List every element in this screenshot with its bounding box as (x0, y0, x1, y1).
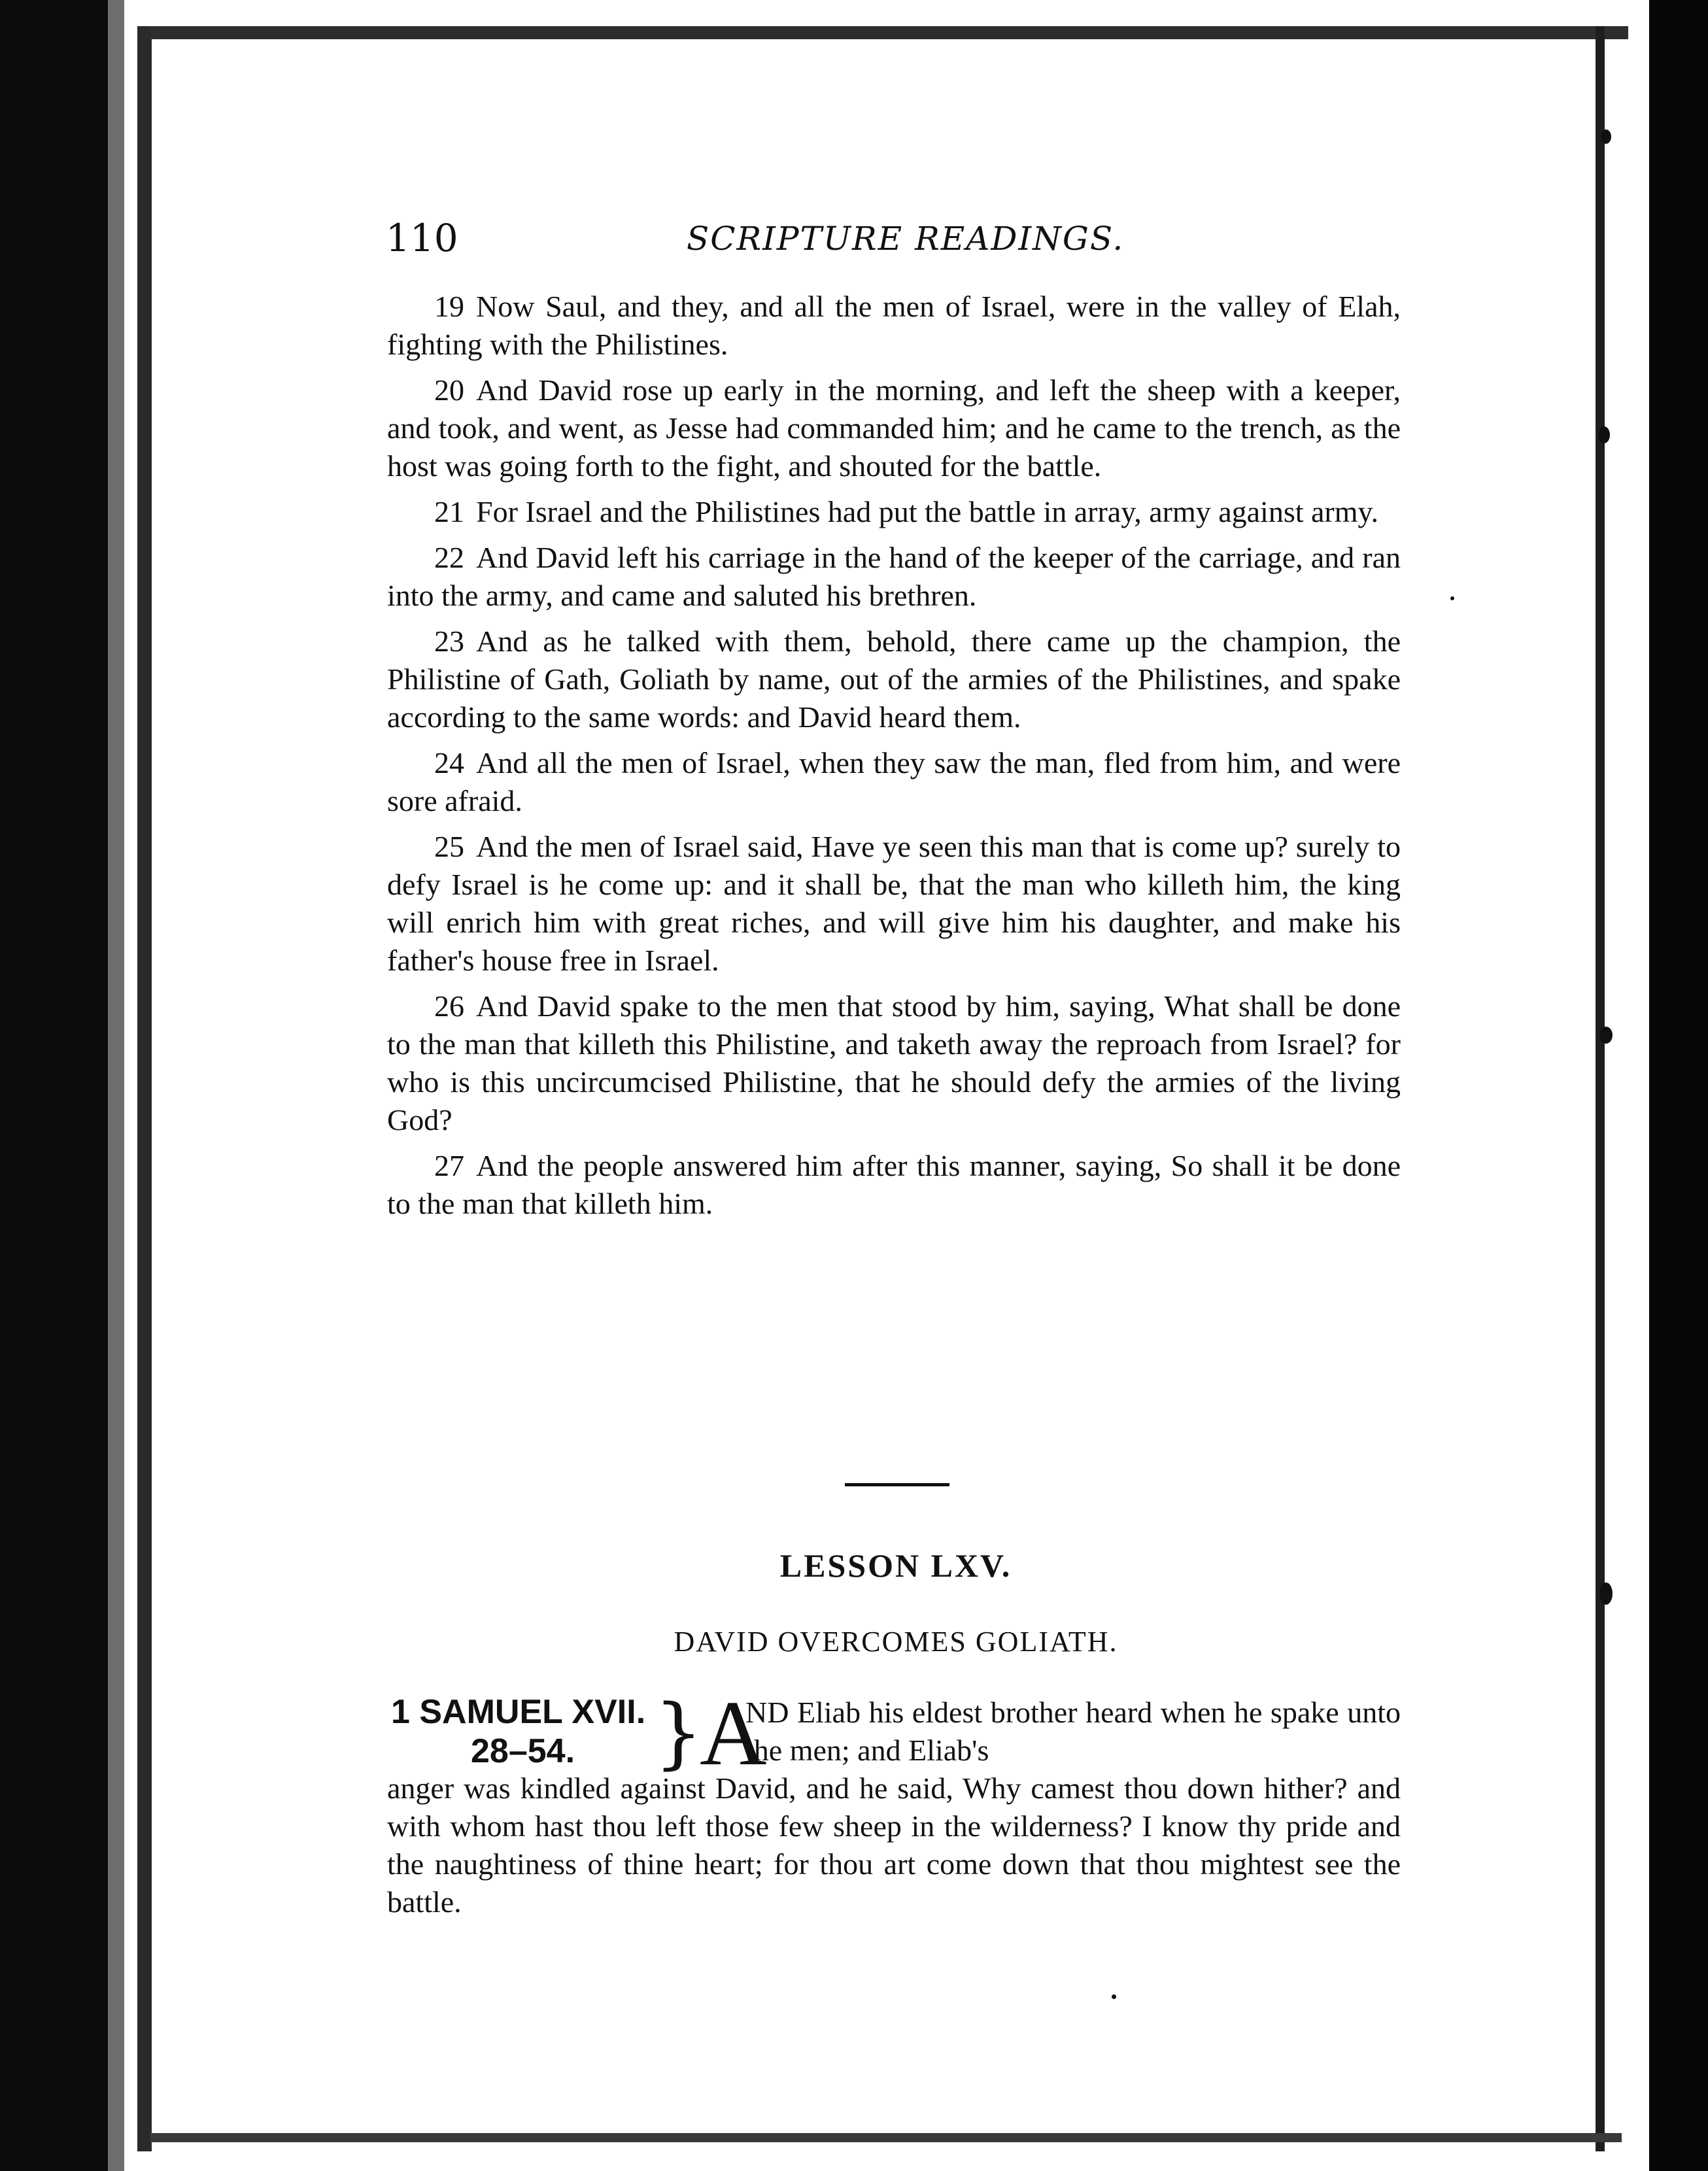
verse-25: 25 And the men of Israel said, Have ye seen this man that is come up? surely to defy Israel is he come up: and it shall be, that the man who killeth him, the king will enrich him with great riches, and will give him his daughter, and make his father's house free in Israel. (387, 830, 1401, 977)
scan-speck (1112, 1994, 1116, 1999)
book-spine-shadow (0, 0, 108, 2171)
verse-23: 23 And as he talked with them, behold, there came up the champion, the Philistine of Gath, Goliath by name, out of the armies of the Philistines, and spake according to the same words: and David heard them. (387, 624, 1401, 734)
verse-22: 22 And David left his carriage in the hand of the keeper of the carriage, and ran into the army, and came and saluted his brethren. (387, 541, 1401, 612)
page-bottom-border (150, 2133, 1622, 2142)
verse-24: 24 And all the men of Israel, when they saw the man, fled from him, and were sore afraid. (387, 746, 1401, 817)
scan-speck (1599, 1027, 1613, 1044)
verse-21: 21 For Israel and the Philistines had put the battle in array, army against army. (434, 495, 1379, 528)
scripture-reference (391, 1692, 666, 1771)
lesson-opening-paragraph: anger was kindled against David, and he said, Why camest thou down hither? and with whom hast thou left those few sheep in the wilderness? I know thy pride and the naughtiness of thine heart; for thou art come down that thou mightest see the battle. (387, 1771, 1401, 1919)
verse-20: 20 And David rose up early in the morning, and left the sheep with a keeper, and took, and went, as Jesse had commanded him; and he came to the trench, as the host was going forth to the fight, and shouted for the battle. (387, 373, 1401, 483)
page-number: 110 (386, 216, 458, 260)
verse-list (387, 288, 1401, 1231)
reference-brace: } (654, 1687, 704, 1777)
page-right-border (1596, 26, 1605, 2151)
running-title: SCRIPTURE READINGS. (687, 220, 1125, 258)
scan-right-edge (1649, 0, 1708, 2171)
page-left-border (137, 26, 152, 2151)
verse-26: 26 And David spake to the men that stood by him, saying, What shall be done to the man that killeth this Philistine, and taketh away the reproach from Israel? for who is this uncircumcised Philistine, that he should defy the armies of the living God? (387, 989, 1401, 1137)
scan-speck (1599, 1582, 1613, 1605)
drop-cap: A (700, 1681, 767, 1785)
lesson-number: LESSON LXV. (779, 1547, 1012, 1584)
page-top-border (150, 26, 1628, 39)
scan-speck (1598, 426, 1610, 443)
book-spine-edge (108, 0, 124, 2171)
reference-book-chapter: 1 SAMUEL XVII. (391, 1693, 646, 1731)
verse-19: 19 Now Saul, and they, and all the men of Israel, were in the valley of Elah, fighting with the Philistines. (387, 290, 1401, 361)
section-divider (845, 1483, 949, 1486)
scan-speck (1450, 596, 1454, 600)
lesson-opening-first-lines: ND Eliab his eldest brother heard when he spake unto the men; and Eliab's (745, 1696, 1401, 1767)
scan-speck (1601, 129, 1611, 144)
reference-verses: 28–54. (471, 1732, 575, 1770)
verse-27: 27 And the people answered him after this manner, saying, So shall it be done to the man that killeth him. (387, 1149, 1401, 1220)
page-header (386, 216, 1406, 268)
lesson-title: DAVID OVERCOMES GOLIATH. (674, 1626, 1118, 1658)
